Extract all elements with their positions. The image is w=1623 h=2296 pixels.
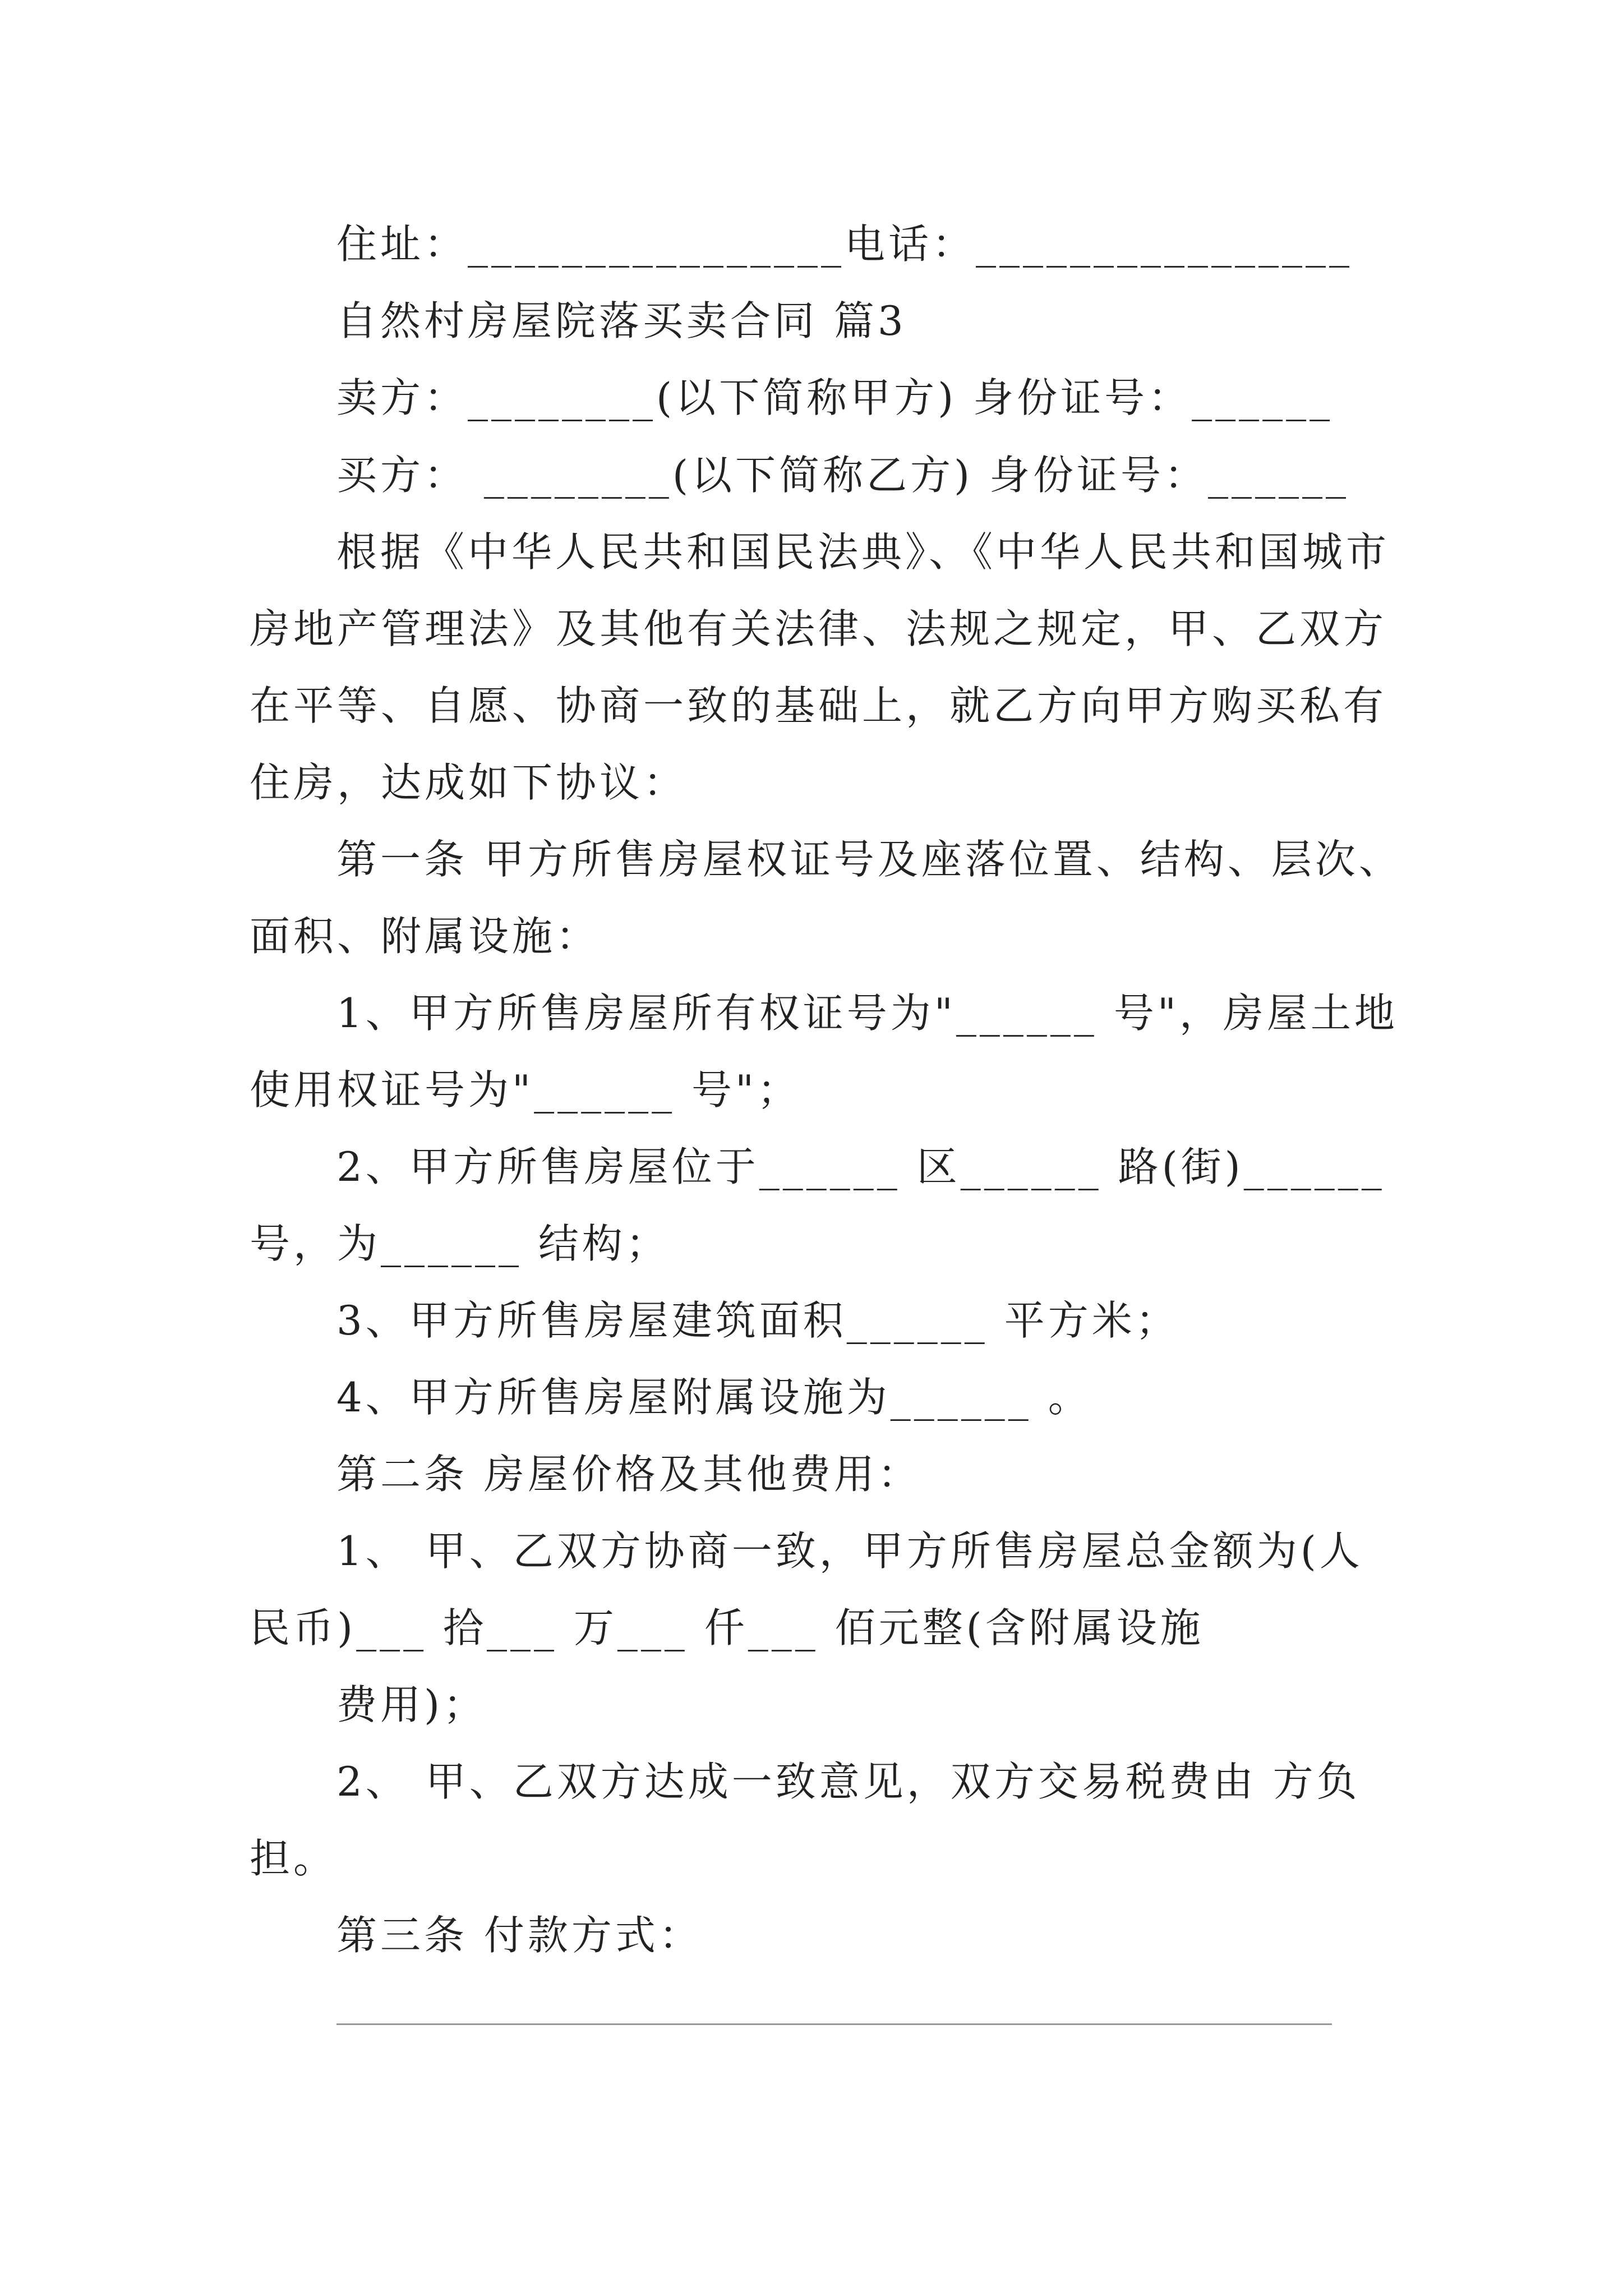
seller-line: 卖方：________(以下简称甲方) 身份证号：______ xyxy=(336,374,1334,421)
contract-title: 自然村房屋院落买卖合同 篇3 xyxy=(336,297,907,344)
article-2-item-1-cont-2: 费用)； xyxy=(336,1681,487,1728)
buyer-line: 买方： ________(以下简称乙方) 身份证号：______ xyxy=(336,452,1349,499)
article-1-heading-cont: 面积、附属设施： xyxy=(250,913,600,960)
article-1-heading: 第一条 甲方所售房屋权证号及座落位置、结构、层次、 xyxy=(336,836,1403,883)
preamble-line-1: 根据《中华人民共和国民法典》、《中华人民共和国城市 xyxy=(336,528,1390,576)
article-1-item-1: 1、甲方所售房屋所有权证号为"______ 号"，房屋土地 xyxy=(336,990,1398,1037)
preamble-line-4: 住房，达成如下协议： xyxy=(250,759,688,806)
article-2-item-2: 2、 甲、乙双方达成一致意见，双方交易税费由 方负 xyxy=(336,1758,1361,1805)
article-3-heading: 第三条 付款方式： xyxy=(336,1912,703,1959)
address-phone-line: 住址：________________电话：________________ xyxy=(336,220,1353,268)
article-1-item-2: 2、甲方所售房屋位于______ 区______ 路(街)______ xyxy=(336,1143,1385,1190)
article-2-item-1: 1、 甲、乙双方协商一致，甲方所售房屋总金额为(人 xyxy=(336,1527,1363,1575)
footer-divider xyxy=(336,2023,1332,2025)
article-1-item-2-cont: 号，为______ 结构； xyxy=(250,1220,670,1267)
article-1-item-1-cont: 使用权证号为"______ 号"； xyxy=(250,1066,801,1114)
article-2-heading: 第二条 房屋价格及其他费用： xyxy=(336,1451,921,1498)
article-2-item-1-cont: 民币)___ 拾___ 万___ 仟___ 佰元整(含附属设施 xyxy=(250,1604,1204,1651)
preamble-line-3: 在平等、自愿、协商一致的基础上，就乙方向甲方购买私有 xyxy=(250,682,1387,729)
article-2-item-2-cont: 担。 xyxy=(250,1835,338,1882)
article-1-item-4: 4、甲方所售房屋附属设施为______ 。 xyxy=(336,1374,1092,1421)
article-1-item-3: 3、甲方所售房屋建筑面积______ 平方米； xyxy=(336,1297,1179,1344)
preamble-line-2: 房地产管理法》及其他有关法律、法规之规定，甲、乙双方 xyxy=(250,605,1387,652)
